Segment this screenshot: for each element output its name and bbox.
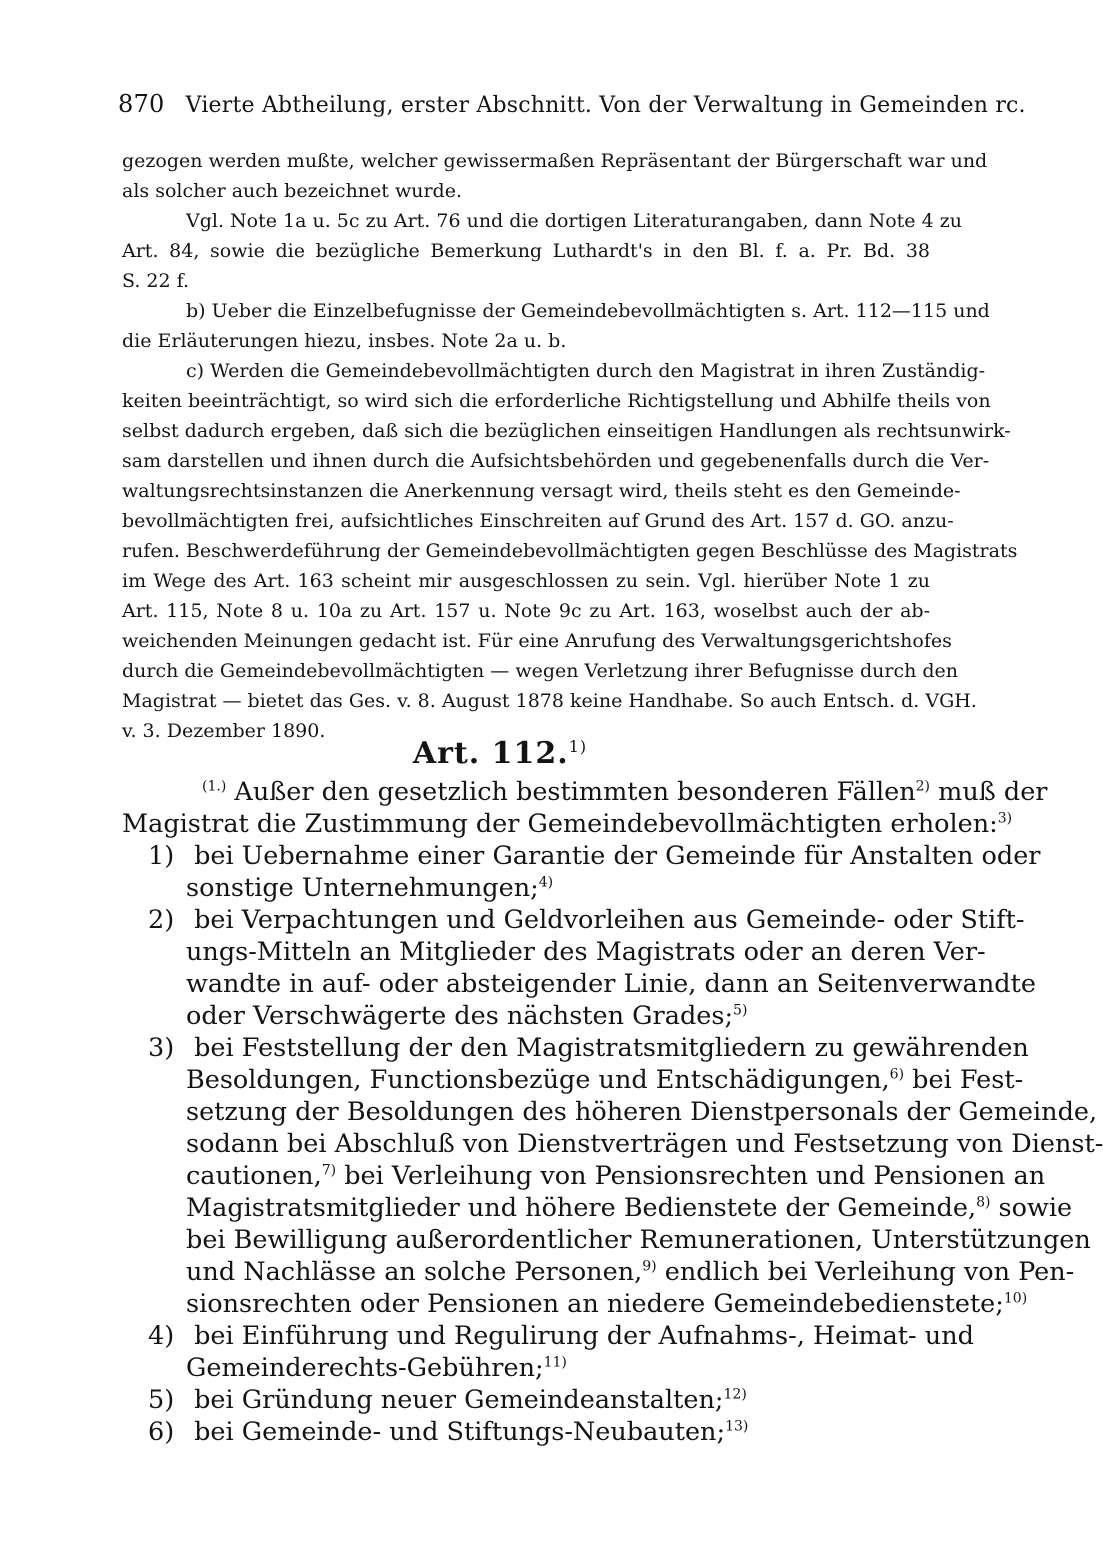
footnote-ref: 7)	[321, 1162, 337, 1179]
note-line: weichenden Meinungen gedacht ist. Für eine Anrufung des Verwaltungsgerichtshofes	[122, 630, 952, 652]
list-item-line: Magistratsmitglieder und höhere Bedienstete der Gemeinde,$^{8)}$ sowie	[186, 1193, 1073, 1223]
note-line: keiten beeinträchtigt, so wird sich die erforderliche Richtigstellung und Abhilfe theils von	[122, 390, 991, 412]
footnote-ref: 4)	[538, 874, 554, 891]
note-line: c) Werden die Gemeindebevollmächtigten durch den Magistrat in ihren Zuständig-	[186, 360, 986, 382]
footnote-ref: 8)	[976, 1194, 991, 1211]
note-line: als solcher auch bezeichnet wurde.	[122, 180, 462, 202]
list-item-line: ungs-Mitteln an Mitglieder des Magistrats oder an deren Ver-	[186, 937, 986, 967]
note-line: bevollmächtigten frei, aufsichtliches Einschreiten auf Grund des Art. 157 d. GO. anzu-	[122, 510, 954, 532]
list-item-line: und Nachlässe an solche Personen,$^{9)}$ endlich bei Verleihung von Pen-	[186, 1257, 1075, 1287]
list-item-line: wandte in auf- oder absteigender Linie, dann an Seitenverwandte	[186, 969, 1036, 999]
note-line: sam darstellen und ihnen durch die Aufsichtsbehörden und gegebenenfalls durch die Ver-	[122, 450, 990, 472]
footnote-commentary	[122, 146, 1018, 746]
article-body	[122, 776, 1103, 1448]
list-item-line: oder Verschwägerte des nächsten Grades;$^{5)}$	[186, 1001, 748, 1031]
list-item-line: bei Bewilligung außerordentlicher Remunerationen, Unterstützungen	[186, 1225, 1091, 1255]
list-item-line: Besoldungen, Functionsbezüge und Entschädigungen,$^{6)}$ bei Fest-	[186, 1065, 1024, 1095]
footnote-ref: 2)	[915, 778, 931, 795]
footnote-ref: 5)	[733, 1002, 748, 1019]
list-item: 6) bei Gemeinde- und Stiftungs-Neubauten;$^{13)}$	[148, 1417, 749, 1447]
note-line: im Wege des Art. 163 scheint mir ausgeschlossen zu sein. Vgl. hierüber Note 1 zu	[122, 570, 930, 592]
list-item: 4) bei Einführung und Regulirung der Aufnahms-, Heimat- und	[148, 1321, 974, 1351]
running-title: Vierte Abtheilung, erster Abschnitt. Von der Verwaltung in Gemeinden rc.	[185, 93, 1026, 118]
note-line: selbst dadurch ergeben, daß sich die bezüglichen einseitigen Handlungen als rechtsunwirk-	[122, 420, 1011, 442]
article-footnote-ref: 1)	[568, 737, 588, 756]
footnote-ref: 11)	[543, 1354, 567, 1371]
list-item-line: sodann bei Abschluß von Dienstverträgen und Festsetzung von Dienst-	[186, 1129, 1103, 1159]
list-item-line: setzung der Besoldungen des höheren Dienstpersonals der Gemeinde,	[186, 1097, 1098, 1127]
note-line: Magistrat — bietet das Ges. v. 8. August 1878 keine Handhabe. So auch Entsch. d. VGH.	[122, 690, 977, 712]
list-item: 1) bei Uebernahme einer Garantie der Gemeinde für Anstalten oder	[148, 841, 1041, 871]
note-line: Art. 84, sowie die bezügliche Bemerkung Luthardt's in den Bl. f. a. Pr. Bd. 38	[122, 240, 930, 262]
item-number: 2)	[148, 905, 175, 935]
running-header	[118, 90, 1026, 118]
list-item-line: Gemeinderechts-Gebühren;$^{11)}$	[186, 1353, 567, 1383]
note-line: durch die Gemeindebevollmächtigten — wegen Verletzung ihrer Befugnisse durch den	[122, 660, 959, 682]
footnote-ref: 10)	[1003, 1290, 1028, 1307]
note-line: die Erläuterungen hiezu, insbes. Note 2a u. b.	[122, 330, 567, 352]
item-number: 3)	[148, 1033, 175, 1063]
paragraph-mark: (1.)	[202, 778, 227, 795]
list-item-line: sionsrechten oder Pensionen an niedere Gemeindebedienstete;$^{10)}$	[186, 1289, 1028, 1319]
article-heading	[0, 736, 1000, 771]
article-title: Art. 112.	[412, 736, 569, 771]
note-line: Art. 115, Note 8 u. 10a zu Art. 157 u. Note 9c zu Art. 163, woselbst auch der ab-	[122, 600, 930, 622]
footnote-ref: 12)	[723, 1386, 747, 1403]
note-line: waltungsrechtsinstanzen die Anerkennung versagt wird, theils steht es den Gemeinde-	[122, 480, 961, 502]
item-number: 4)	[148, 1321, 175, 1351]
note-line: Vgl. Note 1a u. 5c zu Art. 76 und die dortigen Literaturangaben, dann Note 4 zu	[186, 210, 962, 232]
list-item: 3) bei Feststellung der den Magistratsmitgliedern zu gewährenden	[148, 1033, 1029, 1063]
list-item: 2) bei Verpachtungen und Geldvorleihen aus Gemeinde- oder Stift-	[148, 905, 1025, 935]
footnote-ref: 6)	[889, 1066, 905, 1083]
page-number: 870	[118, 90, 165, 118]
footnote-ref: 3)	[997, 810, 1013, 827]
note-line: gezogen werden mußte, welcher gewissermaßen Repräsentant der Bürgerschaft war und	[122, 150, 988, 172]
footnote-ref: 13)	[725, 1418, 749, 1435]
footnote-ref: 9)	[642, 1258, 657, 1275]
note-line: b) Ueber die Einzelbefugnisse der Gemeindebevollmächtigten s. Art. 112—115 und	[186, 300, 990, 322]
item-number: 5)	[148, 1385, 175, 1415]
note-line: S. 22 f.	[122, 270, 190, 292]
list-item-line: sonstige Unternehmungen;$^{4)}$	[186, 873, 554, 903]
note-line: v. 3. Dezember 1890.	[122, 720, 326, 742]
item-number: 6)	[148, 1417, 175, 1447]
note-line: rufen. Beschwerdeführung der Gemeindebevollmächtigten gegen Beschlüsse des Magistrats	[122, 540, 1018, 562]
list-item-line: cautionen,$^{7)}$ bei Verleihung von Pensionsrechten und Pensionen an	[186, 1161, 1046, 1191]
intro-line: $^{(1.)}$ Außer den gesetzlich bestimmten besonderen Fällen$^{2)}$ muß der	[202, 777, 1048, 807]
list-item: 5) bei Gründung neuer Gemeindeanstalten;$^{12)}$	[148, 1385, 747, 1415]
intro-line: Magistrat die Zustimmung der Gemeindebevollmächtigten erholen:$^{3)}$	[122, 809, 1013, 839]
item-number: 1)	[148, 841, 175, 871]
